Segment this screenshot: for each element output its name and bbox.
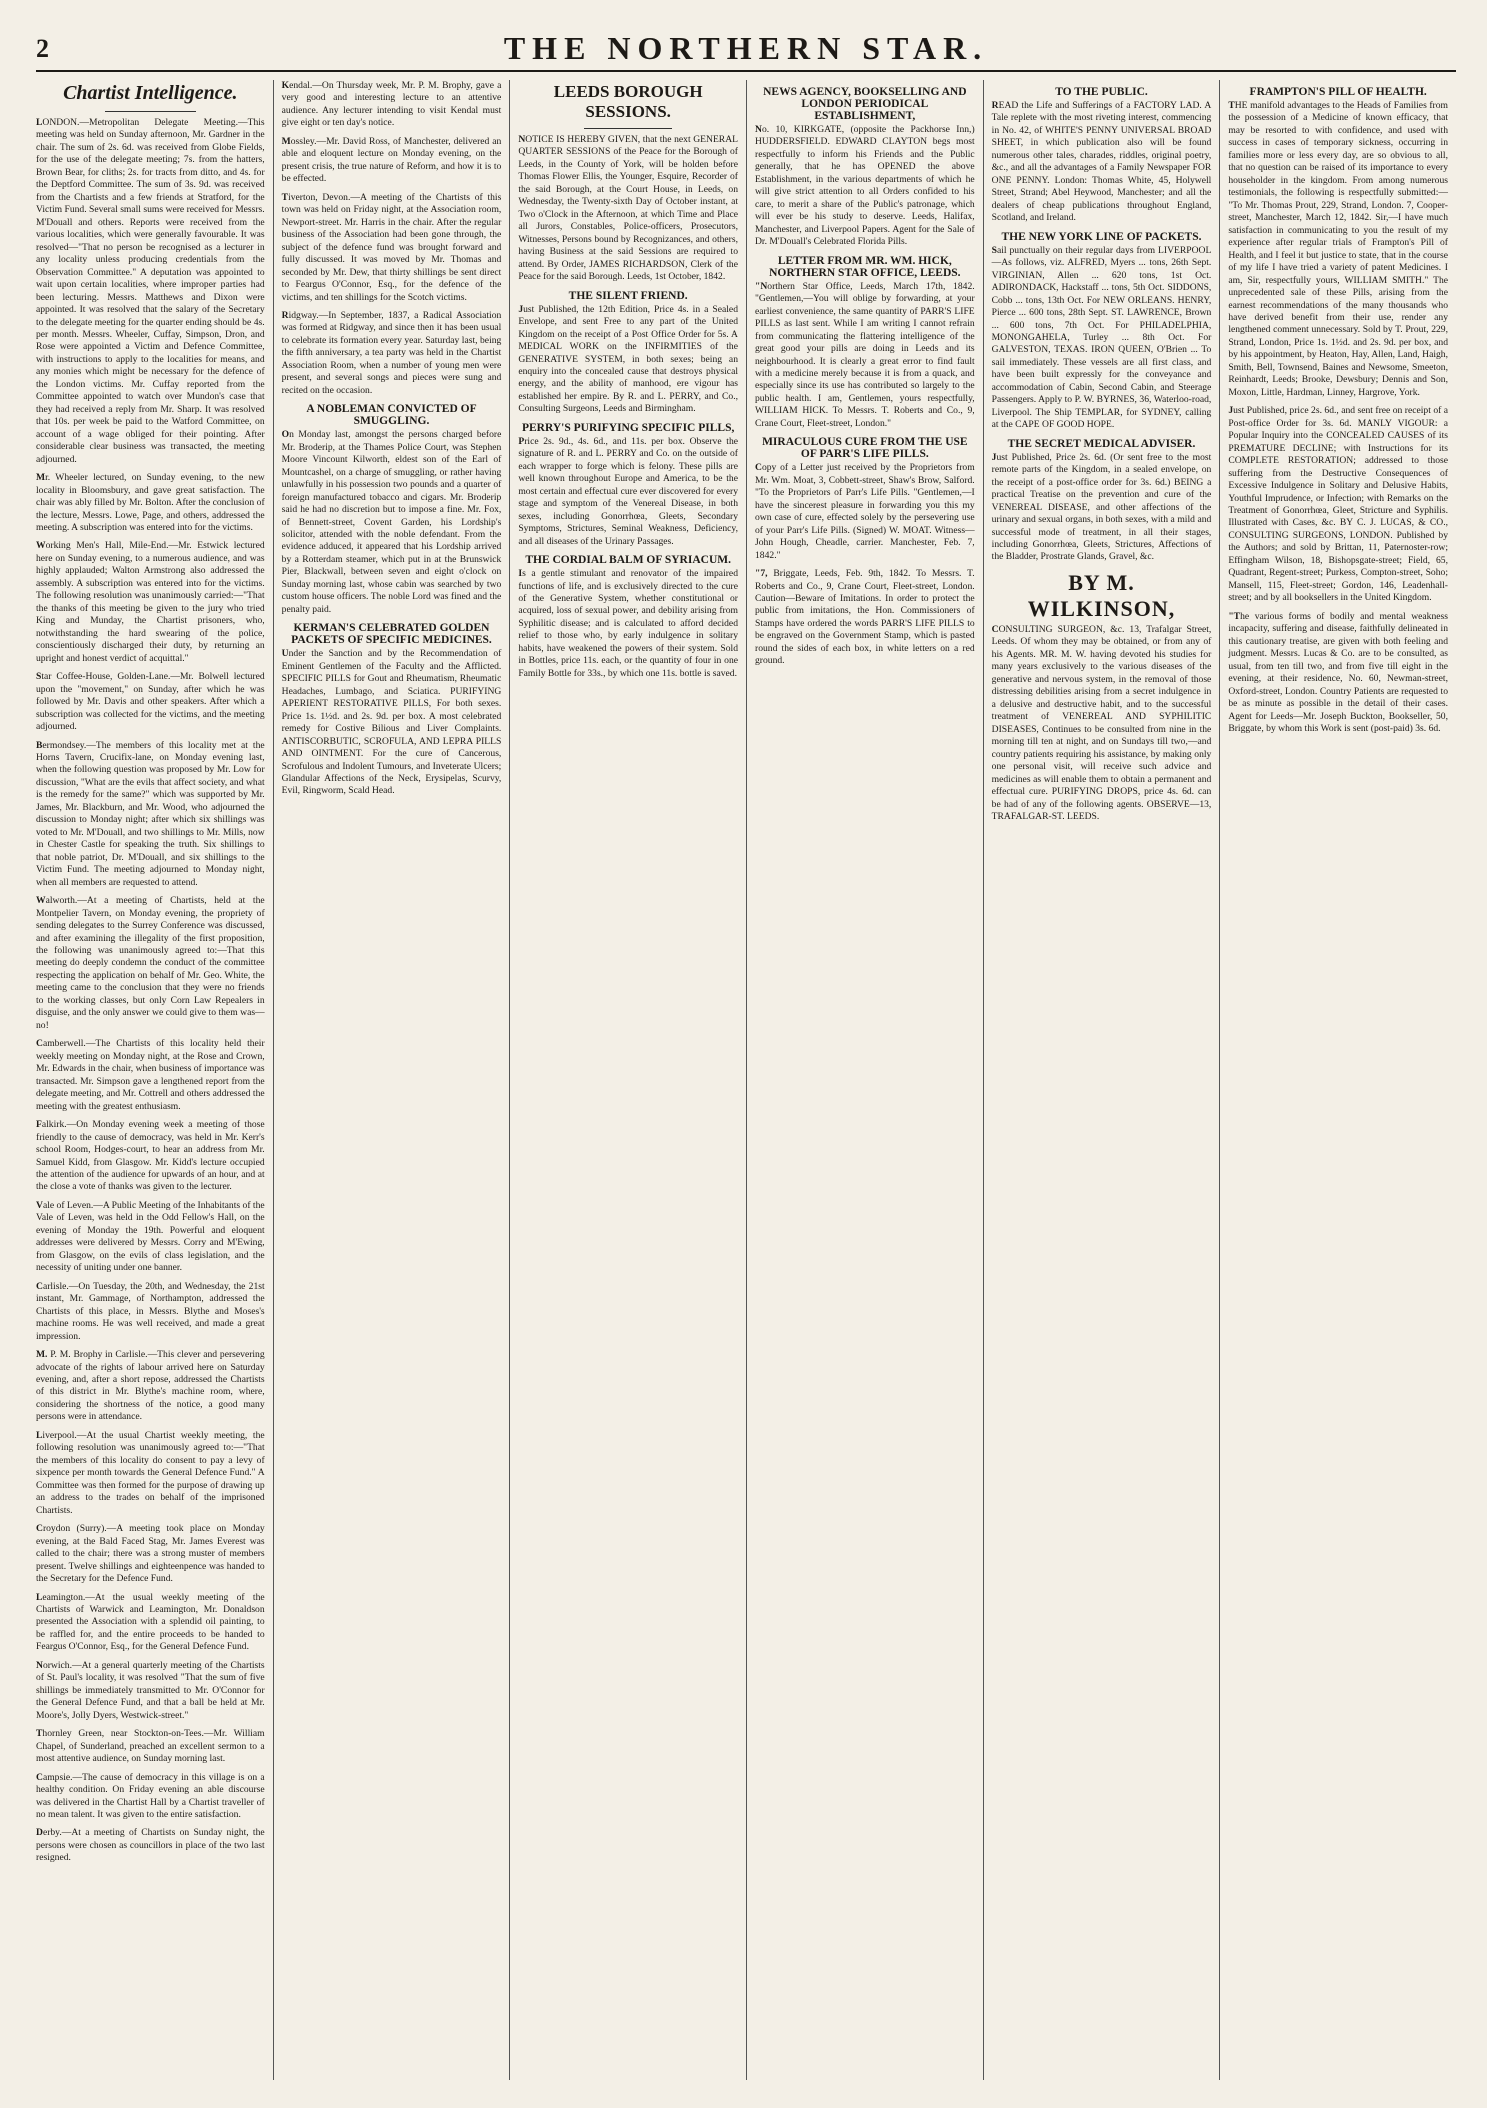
article-text: Copy of a Letter just received by the Proprietors from Mr. Wm. Moat, 3, Cobbett-street, Shaw's Brow, Salford. "To the Proprietors of Parr's Life Pills. "Gentlemen,—I have the sincerest pleasure in forwarding you this my own case of cure, effected solely by the persevering use of your Parr's Life Pills. (Signed) W. MOAT. Witness—John Hough, Cheadle, carrier. Manchester, Feb. 7, 1842." [755, 462, 975, 561]
article-text: Just Published, Price 2s. 6d. (Or sent free to the most remote parts of the Kingdom, in a sealed envelope, on the receipt of a post-office order for 3s. 6d.) BEING a practical Treatise on the prevention and cure of the VENEREAL DISEASE, and other affections of the urinary and sexual organs, in both sexes, with a mild and successful mode of treatment, in all their stages, including Gonorrhœa, Gleets, Strictures, Affections of the Bladder, Prostrate Glands, Gravel, &c. [991, 451, 1212, 563]
article-text: Leamington.—At the usual weekly meeting of the Chartists of Warwick and Leamington, Mr. Donaldson presented the Association with a splendid oil painting, to be raffled for, and the entire proceeds to be handed to Feargus O'Connor, Esq., for the General Defence Fund. [36, 1591, 265, 1653]
article-text: "The various forms of bodily and mental weakness incapacity, suffering and disease, faithfully delineated in this cautionary treatise, are given with both feeling and judgment. Messrs. Lucas & Co. are to be consulted, as usual, from ten till two, and from five till eight in the evening, at their residence, No. 60, Newman-street, Oxford-street, London. Country Patients are requested to be as minute as possible in the detail of their cases. Agent for Leeds—Mr. Joseph Buckton, Bookseller, 50, Briggate, by whom this Work is sent (post-paid) 3s. 6d. [1228, 610, 1448, 734]
article-text: NOTICE IS HEREBY GIVEN, that the next GENERAL QUARTER SESSIONS of the Peace for the Borough of Leeds, in the County of York, will be holden before Thomas Flower Ellis, the Younger, Esquire, Recorder of the said Borough, at the Court House, in Leeds, on Wednesday, the Twenty-sixth Day of October instant, at Two o'Clock in the Afternoon, at which Time and Place all Jurors, Constables, Police-officers, Prosecutors, Witnesses, Persons bound by Recognizances, and others, having Business at the said Sessions are required to attend. By Order, JAMES RICHARDSON, Clerk of the Peace for the said Borough. Leeds, 1st October, 1842. [518, 134, 738, 283]
section-heading: Chartist Intelligence. [63, 82, 238, 104]
article-title: BY M. WILKINSON, [1027, 569, 1176, 621]
article [992, 570, 1212, 824]
article [518, 422, 738, 548]
article-text: M. P. M. Brophy in Carlisle.—This clever and persevering advocate of the rights of labour arrived here on Saturday evening, and, after a short repose, addressed the Chartists of this district in Mr. Blythe's machine room, where, considering the shortness of the notice, a good many persons were in attendance. [36, 1349, 265, 1423]
article [36, 1592, 265, 1654]
article-title: TO THE PUBLIC. [1055, 86, 1148, 98]
column-6 [1219, 80, 1456, 2080]
column-3 [509, 80, 746, 2080]
article [282, 310, 502, 397]
article [36, 1827, 265, 1864]
article-text: Is a gentle stimulant and renovator of the impaired functions of life, and is exclusively directed to the cure of the Generative System, whether constitutional or acquired, loss of sexual power, and debility arising from Syphilitic disease; and is calculated to afford decided relief to those who, by early indulgence in solitary habits, have weakened the powers of their system. Sold in Bottles, price 11s. each, or the quantity of four in one Family Bottle for 33s., by which one 11s. bottle is saved. [518, 568, 738, 679]
article-text: Kendal.—On Thursday week, Mr. P. M. Brophy, gave a very good and interesting lecture to an attentive audience. Any lecturer intending to visit Kendal must give eight or ten day's notice. [281, 80, 502, 129]
column-4 [746, 80, 983, 2080]
article-text: THE manifold advantages to the Heads of Families from the possession of a Medicine of known efficacy, that may be resorted to with confidence, and used with success in cases of temporary sickness, occurring in families more or less every day, are so obvious to all, that no question can be raised of its importance to every householder in the kingdom. From among numerous testimonials, the following is respectfully submitted:— "To Mr. Thomas Prout, 229, Strand, London. 7, Cooper-street, Manchester, March 12, 1842. Sir,—I have much satisfaction in communicating to you the result of my experience after regular trials of Frampton's Pill of Health, and I feel it but justice to state, that in the course of my life I have tried a variety of patent Medicines. I am, Sir, respectfully yours, WILLIAM SMITH." The unprecedented sale of these Pills, arising from the earnest recommendations of the many thousands who have derived benefit from their use, render any lengthened comment unnecessary. Sold by T. Prout, 229, Strand, London, Price 1s. 1½d. and 2s. 9d. per box, and by his appointment, by Heaton, Hay, Allen, Land, Haigh, Smith, Bell, Townsend, Baines and Newsome, Smeeton, Reinhardt, Leeds; Brooke, Dewsbury; Dennis and Son, Moxon, Little, Hardman, Linney, Hargrove, York. [1228, 100, 1448, 398]
article [282, 192, 502, 304]
article-text: On Monday last, amongst the persons charged before Mr. Broderip, at the Thames Police Court, was Stephen Moore Vincount Kilworth, eldest son of the Earl of Mountcashel, on a charge of smuggling, or rather having unlawfully in his possession two pounds and a quarter of foreign manufactured tobacco and cigars. Mr. Broderip said he had no discretion but to impose a fine. Mr. Fox, of Bennett-street, Covent Garden, his Lordship's solicitor, attended with the noble defendant. From the evidence adduced, it appeared that his Lordship arrived by a Rotterdam steamer, which put in at the Brunswick Pier, Blackwall, between seven and eight o'clock on Sunday morning last, whose cabin was searched by two custom house officers. The noble Lord was fined and the penalty paid. [281, 429, 502, 615]
article [36, 472, 265, 534]
column-5 [983, 80, 1220, 2080]
article-title: A NOBLEMAN CONVICTED OF SMUGGLING. [306, 403, 477, 428]
article-text: Ridgway.—In September, 1837, a Radical Association was formed at Ridgway, and since then it has been usual to celebrate its formation every year. Saturday last, being the fifth anniversary, a tea party was held in the Chartist Association Room, when a number of young men were present, and several songs and pieces were sung and recited on the occasion. [281, 309, 502, 396]
article-title: THE CORDIAL BALM OF SYRIACUM. [525, 554, 731, 567]
article-title: FRAMPTON'S PILL OF HEALTH. [1249, 86, 1427, 98]
article-text: Vale of Leven.—A Public Meeting of the Inhabitants of the Vale of Leven, was held in the Odd Fellow's Hall, on the evening of Monday the 19th. Powerful and eloquent addresses were delivered by Messrs. Corry and M'Ewing, from Glasgow, on the evils of class legislation, and the necessity of uniting under one banner. [36, 1199, 265, 1274]
article-title: PERRY'S PURIFYING SPECIFIC PILLS, [521, 421, 735, 434]
article [1228, 611, 1448, 736]
article-text: No. 10, KIRKGATE, (opposite the Packhorse Inn,) HUDDERSFIELD. EDWARD CLAYTON begs most respectfully to inform his Friends and the Public generally, that he has OPENED the above Establishment, in the various departments of which he will give strict attention to all Orders confided to his care, to merit a share of the Public's patronage, which will ever be his study to deserve. Leeds, Halifax, Manchester, and Liverpool Papers. Agent for the Sale of Dr. M'Douall's Celebrated Florida Pills. [755, 124, 975, 248]
article [755, 86, 975, 249]
article-text: CONSULTING SURGEON, &c. 13, Trafalgar Street, Leeds. Of whom they may be obtained, or from any of his Agents. MR. M. W. having devoted his studies for many years exclusively to the various diseases of the generative and nervous system, in the removal of those distressing debilities arising from a secret indulgence in a delusive and destructive habit, and to the successful treatment of VENEREAL AND SYPHILITIC DISEASES, Continues to be consulted from nine in the morning till ten at night, and on Sundays till two,—and country patients requiring his assistance, by making only one personal visit, will receive such advice and medicines as will enable them to obtain a permanent and effectual cure. PURIFYING DROPS, price 4s. 6d. can be had of any of the following agents. OBSERVE—13, TRAFALGAR-ST. LEEDS. [991, 623, 1212, 822]
article-text: Mossley.—Mr. David Ross, of Manchester, delivered an able and eloquent lecture on Monday evening, on the present crisis, the true nature of Reform, and how it is to be effected. [281, 135, 502, 185]
article-text: Carlisle.—On Tuesday, the 20th, and Wednesday, the 21st instant, Mr. Gammage, of Northampton, addressed the Chartists of this place, in Messrs. Blythe and Moses's machine rooms. He was well received, and made a great impression. [36, 1280, 265, 1342]
article-title: THE SECRET MEDICAL ADVISER. [1007, 437, 1196, 450]
article [518, 554, 738, 680]
article [282, 136, 502, 186]
article [755, 255, 975, 431]
page-number: 2 [36, 34, 49, 63]
article-text: Thornley Green, near Stockton-on-Tees.—Mr. William Chapel, of Sunderland, preached an excellent sermon to a most attentive audience, on Sunday morning last. [36, 1728, 265, 1765]
article [36, 117, 265, 466]
article [282, 622, 502, 798]
article-text: Croydon (Surry).—A meeting took place on Monday evening, at the Bald Faced Stag, Mr. James Everest was called to the chair; there was a strong muster of members present. Twelve shillings and eighteenpence was handed to the Secretary for the Defence Fund. [36, 1523, 265, 1585]
divider [584, 128, 672, 129]
column-2 [273, 80, 510, 2080]
article-text: Working Men's Hall, Mile-End.—Mr. Estwick lectured here on Sunday evening, to a numerous audience, and was highly applauded; Walton Armstrong also addressed the assembly. A subscription was entered into for the victims. The following resolution was unanimously carried:—"That the thanks of this meeting be given to the jury who tried King and Munday, the Chartist prisoners, who, notwithstanding the hard swearing of the police, conscientiously discharged their duty, by returning an upright and honest verdict of acquittal." [36, 540, 265, 664]
article-text: LONDON.—Metropolitan Delegate Meeting.—This meeting was held on Sunday afternoon, Mr. Gardner in the chair. The sum of 2s. 6d. was received from Globe Fields, for the use of the delegate meeting; 7s. from the hatters, Brown Bear, for cliths; 2s. for tracts from ditto, and 4s. for the Deptford Committee. The sum of 3s. 9d. was received from the Chartists and a few friends at Stratford, for the Victim Fund. Several small sums were received for Messrs. M'Douall and others. Reports were received from the various localities, which were generally favourable. It was resolved—"That no person be recognised as a lecturer in any locality unless producing credentials from the Observation Committee." A deputation was appointed to wait upon certain localities, where improper parties had been lecturing. Messrs. Matthews and Dixon were appointed. It was resolved that the salary of the Secretary to the delegate meeting for the quarter ending should be 4s. per month. Messrs. Wheeler, Cuffay, Simpson, Dron, and Rose were appointed a Victim and Defence Committee, with instructions to apply to the localities for means, and any monies which might be necessary for the defence of the London victims. Mr. Cuffay reported from the Committee appointed to watch over Mundon's case that they had received a reply from Mr. Sharp. It was resolved that 10s. per week be paid to the Watford Committee, on account of a wage obliged for their pointing. After considerable clear business was transacted, the meeting adjourned. [36, 117, 265, 465]
article [755, 568, 975, 668]
article-text: "7, Briggate, Leeds, Feb. 9th, 1842. To Messrs. T. Roberts and Co., 9, Crane Court, Fleet-street, London. Caution—Beware of Imitations. In order to protect the public from imitations, the Hon. Commissioners of Stamps have ordered the words PARR'S LIFE PILLS to be engraved on the Government Stamp, which is pasted round the sides of each box, in white letters on a red ground. [755, 568, 975, 667]
article-text: Just Published, price 2s. 6d., and sent free on receipt of a Post-office Order for 3s. 6d. MANLY VIGOUR: a Popular Inquiry into the CONCEALED CAUSES of its PREMATURE DECLINE; with Instructions for its COMPLETE RESTORATION; addressed to those suffering from the Destructive Consequences of Excessive Indulgence in Solitary and Delusive Habits, Youthful Imprudence, or Infection; with Remarks on the Treatment of Gonorrhœa, Gleet, Stricture and Syphilis. Illustrated with Cases, &c. BY C. J. LUCAS, & CO., CONSULTING SURGEONS, LONDON. Published by the Authors; and sold by Brittan, 11, Paternoster-row; Effingham Wilson, 18, Bishopsgate-street; Field, 65, Quadrant, Regent-street; Purkess, Compton-street, Soho; Mansell, 115, Fleet-street; Gordon, 146, Leadenhall-street; and by all booksellers in the United Kingdom. [1228, 405, 1448, 604]
article [992, 438, 1212, 564]
article [36, 540, 265, 665]
article-text: Derby.—At a meeting of Chartists on Sunday night, the persons were chosen as councillors in place of the two last resigned. [36, 1827, 265, 1864]
article-text: Price 2s. 9d., 4s. 6d., and 11s. per box. Observe the signature of R. and L. PERRY and Co. on the outside of each wrapper to forge which is felony. These pills are well known throughout Europe and America, to be the most certain and effectual cure ever discovered for every stage and symptom of the Venereal Disease, in both sexes, including Gonorrhœa, Gleets, Secondary Symptoms, Strictures, Seminal Weakness, Deficiency, and all diseases of the Urinary Passages. [518, 435, 738, 547]
article [36, 1119, 265, 1194]
article-text: Sail punctually on their regular days from LIVERPOOL—As follows, viz. ALFRED, Myers ... tons, 26th Sept. VIRGINIAN, Allen ... 620 tons, 1st Oct. ADIRONDACK, Hackstaff ... tons, 5th Oct. SIDDONS, Cobb ... tons, 13th Oct. For NEW ORLEANS. HENRY, Pierce ... 600 tons, 28th Sept. ST. LAWRENCE, Brown ... 600 tons, 7th Oct. For PHILADELPHIA, MONONGAHELA, Turley ... 8th Oct. For GALVESTON, TEXAS. IRON QUEEN, O'Brien ... To sail immediately. These vessels are all first class, and have been built expressly for the conveyance and accommodation of Cabin, Second Cabin, and Steerage Passengers. Apply to P. W. BYRNES, 36, Waterloo-road, Liverpool. The Ship TEMPLAR, for SYDNEY, calling at the CAPE OF GOOD HOPE. [991, 244, 1212, 431]
article-title: NEWS AGENCY, BOOKSELLING AND LONDON PERIODICAL ESTABLISHMENT, [763, 86, 967, 122]
article-text: Walworth.—At a meeting of Chartists, held at the Montpelier Tavern, on Monday evening, the propriety of sending delegates to the Surrey Conference was discussed, and after examining the illegality of the first proposition, the following was unanimously agreed to:—That this meeting do deeply condemn the conduct of the committee respecting the application on behalf of Mr. Geo. White, the meeting came to the conclusion that they were no friends to the working classes, but only Corn Law Repealers in disguise, and the only answer we could give to them was—no! [36, 895, 265, 1031]
article [36, 1660, 265, 1722]
article [36, 740, 265, 890]
article-text: Norwich.—At a general quarterly meeting of the Chartists of St. Paul's locality, it was resolved "That the sum of five shillings be immediately transmitted to Mr. O'Connor for the General Defence Fund, and that a ball be held at Mr. Moore's, Jolly Dyers, Westwick-street." [36, 1659, 265, 1721]
article [518, 134, 738, 284]
section-heading: LEEDS BOROUGH SESSIONS. [553, 82, 703, 121]
article-text: Liverpool.—At the usual Chartist weekly meeting, the following resolution was unanimously agreed to:—"That the members of this locality do consent to pay a levy of sixpence per month towards the General Defence Fund." A Committee was then formed for the purpose of drawing up an address to the trades on behalf of the imprisoned Chartists. [36, 1429, 265, 1516]
article-text: Under the Sanction and by the Recommendation of Eminent Gentlemen of the Faculty and the Afflicted. SPECIFIC PILLS for Gout and Rheumatism, Rheumatic Headaches, Lumbago, and Sciatica. PURIFYING APERIENT RESTORATIVE PILLS, For both sexes. Price 1s. 1½d. and 2s. 9d. per box. A most celebrated remedy for Costive Bilious and Liver Complaints. ANTISCORBUTIC, SCROFULA, AND LEPRA PILLS AND OINTMENT. For the cure of Cancerous, Scrofulous and Indolent Tumours, and Inveterate Ulcers; Glandular Affections of the Neck, Erysipelas, Scurvy, Evil, Ringworm, Scald Head. [281, 648, 502, 797]
article-text: Falkirk.—On Monday evening week a meeting of those friendly to the cause of democracy, was held in Mr. Kerr's school Room, Hodges-court, to hear an address from Mr. Samuel Kidd, from Glasgow. Mr. Kidd's lecture occupied the attention of the audience for upwards of an hour, and at the close a vote of thanks was given to the lecturer. [36, 1119, 265, 1193]
article [36, 1772, 265, 1822]
column-1 [36, 80, 273, 2080]
article-text: Star Coffee-House, Golden-Lane.—Mr. Bolwell lectured upon the "movement," on Sunday, after which he was followed by Mr. Davis and other speakers. After which a subscription was collected for the victims, and the meeting adjourned. [36, 671, 265, 733]
paper-title: THE NORTHERN STAR. [503, 30, 989, 66]
article [36, 1728, 265, 1765]
article [36, 1523, 265, 1585]
article-text: Bermondsey.—The members of this locality met at the Horns Tavern, Crucifix-lane, on Monday evening last, when the following question was proposed by Mr. Low for discussion, "What are the evils that affect society, and what is the remedy for the same?" which was supported by Mr. James, Mr. Blackburn, and Mr. Wood, who adjourned the discussion to Monday night; after which six shillings was voted to Mr. M'Douall, and two shillings to Mr. Mills, now in Chester Castle for speaking the truth. Six shillings to that noble patriot, Dr. M'Douall, and six shillings to the Victim Fund. The meeting adjourned to Monday night, when all members are requested to attend. [36, 739, 265, 888]
article [1228, 405, 1448, 605]
newspaper-columns [36, 80, 1456, 2080]
article-text: Campsie.—The cause of democracy in this village is on a healthy condition. On Friday evening an able discourse was delivered in the Chartist Hall by a Chartist traveller of no mean talent. It was given to the entire satisfaction. [36, 1771, 265, 1820]
article [36, 1349, 265, 1424]
article [1228, 86, 1448, 399]
article-title: MIRACULOUS CURE FROM THE USE OF PARR'S LIFE PILLS. [762, 436, 968, 461]
article [36, 1430, 265, 1517]
article [282, 403, 502, 616]
article [36, 1200, 265, 1275]
article-title: KERMAN'S CELEBRATED GOLDEN PACKETS OF SPECIFIC MEDICINES. [291, 622, 492, 647]
article [36, 1038, 265, 1113]
divider [105, 111, 196, 112]
article-text: Camberwell.—The Chartists of this locality held their weekly meeting on Monday night, at the Rose and Crown, Mr. Edwards in the chair, when business of importance was transacted. Mr. Simpson gave a lengthened report from the delegate meeting, and Mr. Cottrell and others addressed the meeting with the greatest enthusiasm. [36, 1038, 265, 1112]
article [518, 290, 738, 416]
article [36, 895, 265, 1032]
article [755, 436, 975, 562]
article-title: LETTER FROM MR. WM. HICK, NORTHERN STAR OFFICE, LEEDS. [769, 254, 961, 279]
article [282, 80, 502, 130]
masthead [36, 30, 1456, 72]
article-text: Tiverton, Devon.—A meeting of the Chartists of this town was held on Friday night, at the Association room, Newport-street. Mr. Harris in the chair. After the regular business of the Association had been gone through, the subject of the defence fund was brought forward and fully discussed. It was moved by Mr. Thomas and seconded by Mr. Dew, that thirty shillings be sent direct to Feargus O'Connor, Esq., for the defence of the victims, and ten shillings for the Scotch victims. [281, 191, 502, 303]
article [36, 1281, 265, 1343]
article-title: THE NEW YORK LINE OF PACKETS. [1001, 230, 1202, 243]
article [36, 671, 265, 733]
article-text: "Northern Star Office, Leeds, March 17th, 1842. "Gentlemen,—You will oblige by forwarding, at your earliest convenience, the same quantity of PARR'S LIFE PILLS as last sent. While I am writing I cannot refrain from communicating the flattering intelligence of the great good your pills are doing in Leeds and its neighbourhood. It is clearly a great error to find fault with a medicine merely because it is from a quack, and especially since its use has contributed so largely to the public health. I am, Gentlemen, yours respectfully, WILLIAM HICK. To Messrs. T. Roberts and Co., 9, Crane Court, Fleet-street, London." [755, 280, 975, 429]
article-title: THE SILENT FRIEND. [568, 289, 688, 302]
article-text: READ the Life and Sufferings of a FACTORY LAD. A Tale replete with the most riveting interest, commencing in No. 42, of WHITE'S PENNY UNIVERSAL BROAD SHEET, in which publication also will be found numerous other tales, charades, riddles, original poetry, &c., and all the advantages of a Family Newspaper FOR ONE PENNY. London: Thomas White, 45, Holywell Street, Strand; Abel Heywood, Manchester; and all the dealers of cheap publications throughout England, Scotland, and Ireland. [991, 100, 1212, 224]
article [992, 86, 1212, 225]
article-text: Just Published, the 12th Edition, Price 4s. in a Sealed Envelope, and sent Free to any part of the United Kingdom on the receipt of a Post Office Order for 5s. A MEDICAL WORK on the INFIRMITIES of the GENERATIVE SYSTEM, in both sexes; being an enquiry into the concealed cause that destroys physical energy, and the ability of manhood, ere vigour has established her empire. By R. and L. PERRY, and Co., Consulting Surgeons, Leeds and Birmingham. [518, 303, 738, 415]
article-text: Mr. Wheeler lectured, on Sunday evening, to the new locality in Bloomsbury, and gave great satisfaction. The chair was ably filled by Mr. Bolton. After the conclusion of the lecture, Messrs. Lowe, Page, and others, addressed the meeting. A subscription was entered into for the victims. [36, 472, 265, 533]
article [992, 231, 1212, 432]
